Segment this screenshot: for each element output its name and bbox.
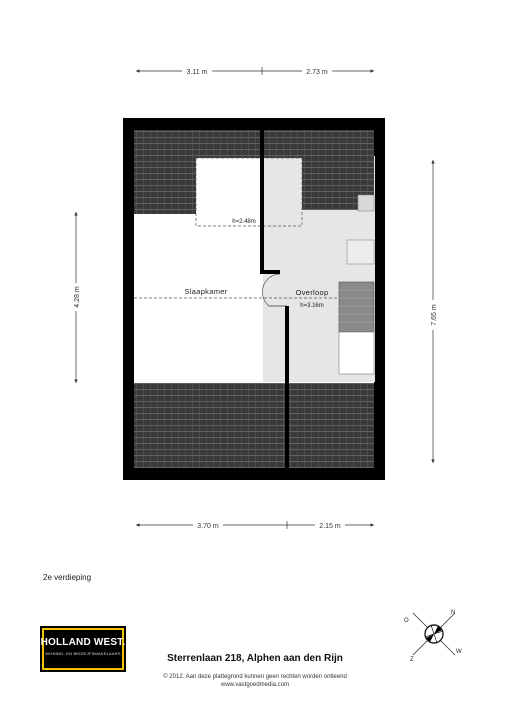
logo-name: HOLLAND WEST. bbox=[40, 637, 126, 648]
stair-block bbox=[339, 282, 374, 332]
floor-label: 2e verdieping bbox=[43, 573, 92, 582]
right-dimension-line bbox=[428, 160, 438, 463]
top-dimension-line bbox=[136, 66, 374, 76]
room-label-bedroom: Slaapkamer bbox=[184, 287, 228, 296]
chimney-box bbox=[358, 195, 374, 211]
website-link[interactable]: www.vastgoedmedia.com bbox=[220, 682, 290, 688]
roof-tiles-bottom bbox=[134, 383, 374, 468]
roof-tiles-left-upper bbox=[134, 158, 196, 214]
room-label-landing: Overloop bbox=[295, 288, 329, 297]
fixture-box bbox=[347, 240, 374, 264]
dimension-top-right: 2.73 m bbox=[306, 69, 328, 76]
company-logo bbox=[40, 626, 126, 672]
dimension-top-left: 3.11 m bbox=[186, 69, 208, 76]
left-dimension-line bbox=[71, 212, 81, 383]
compass-east: O bbox=[404, 618, 409, 624]
compass-west: W bbox=[456, 649, 462, 655]
copyright-notice: © 2012. Aan deze plattegrond kunnen geen rechten worden ontleend bbox=[163, 674, 347, 680]
dimension-right: 7.65 m bbox=[431, 304, 438, 326]
address: Sterrenlaan 218, Alphen aan den Rijn bbox=[167, 653, 343, 664]
dormer-height: h=2.48m bbox=[232, 219, 256, 225]
landing-height: h=3.16m bbox=[300, 303, 324, 309]
bottom-dimension-line bbox=[136, 520, 374, 530]
roof-tiles-top bbox=[134, 130, 374, 158]
compass-south: Z bbox=[410, 657, 414, 663]
stair-opening bbox=[339, 332, 374, 374]
dimension-bottom-left: 3.70 m bbox=[197, 523, 219, 530]
dimension-bottom-right: 2.15 m bbox=[319, 523, 341, 530]
logo-tagline: WONING- EN BEDRIJFSMAKELAARS bbox=[45, 651, 121, 656]
compass bbox=[404, 610, 462, 663]
dimension-left: 4.28 m bbox=[74, 286, 81, 308]
compass-north: N bbox=[451, 610, 456, 616]
